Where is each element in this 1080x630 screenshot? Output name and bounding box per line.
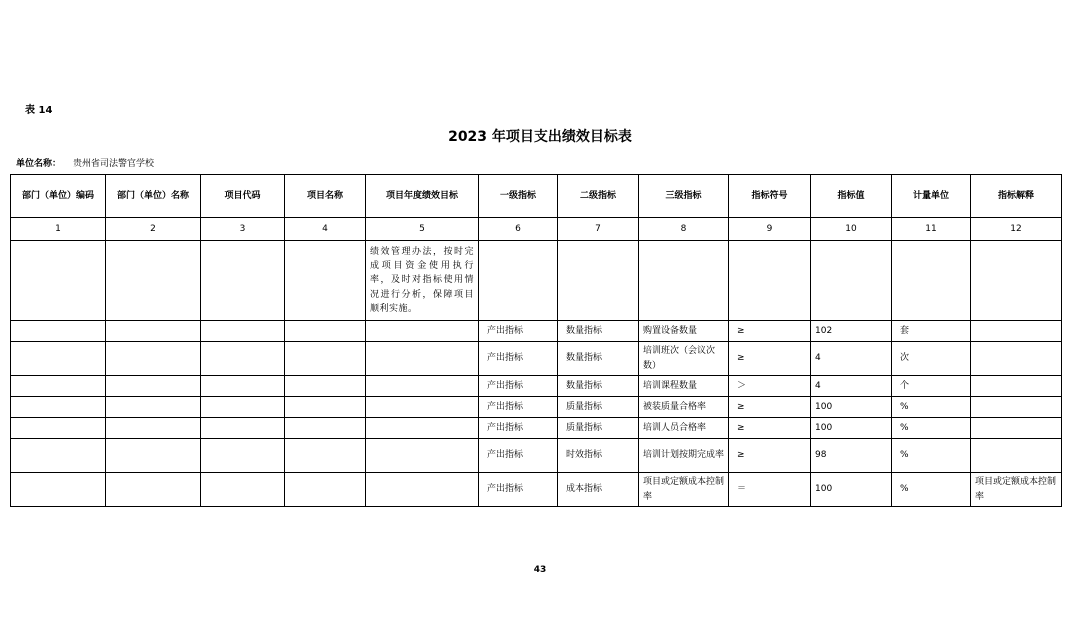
col-number: 2: [106, 218, 201, 241]
table-row: [11, 418, 1062, 439]
header-project-code: 项目代码: [201, 175, 285, 218]
unit-line: [16, 156, 154, 169]
header-level3: 三级指标: [639, 175, 729, 218]
header-level1: 一级指标: [479, 175, 558, 218]
col-number: 10: [811, 218, 892, 241]
col-number: 3: [201, 218, 285, 241]
col-number: 12: [971, 218, 1062, 241]
level1-cell: 产出指标: [479, 439, 558, 473]
header-annual-goal: 项目年度绩效目标: [366, 175, 479, 218]
value-cell: 102: [811, 321, 892, 342]
level2-cell: 质量指标: [558, 397, 639, 418]
table-row: [11, 376, 1062, 397]
level1-cell: 产出指标: [479, 342, 558, 376]
value-cell: 100: [811, 397, 892, 418]
symbol-cell: ≥: [729, 342, 811, 376]
level1-cell: 产出指标: [479, 321, 558, 342]
explain-cell: [971, 397, 1062, 418]
table-row: [11, 342, 1062, 376]
level3-cell: 被装质量合格率: [639, 397, 729, 418]
explain-cell: [971, 342, 1062, 376]
explain-cell: [971, 439, 1062, 473]
level2-cell: 数量指标: [558, 321, 639, 342]
level1-cell: 产出指标: [479, 397, 558, 418]
unit-cell: 个: [892, 376, 971, 397]
level3-cell: 培训人员合格率: [639, 418, 729, 439]
level2-cell: 时效指标: [558, 439, 639, 473]
level1-cell: 产出指标: [479, 473, 558, 507]
unit-cell: 套: [892, 321, 971, 342]
symbol-cell: ＝: [729, 473, 811, 507]
col-number: 7: [558, 218, 639, 241]
value-cell: 100: [811, 473, 892, 507]
header-row: [11, 175, 1062, 218]
unit-cell: %: [892, 397, 971, 418]
value-cell: 4: [811, 376, 892, 397]
annual-goal-row: [11, 241, 1062, 321]
explain-cell: 项目或定额成本控制率: [971, 473, 1062, 507]
table-row: [11, 473, 1062, 507]
header-level2: 二级指标: [558, 175, 639, 218]
annual-goal-text: 绩效管理办法，按时完成项目资金使用执行率，及时对指标使用情况进行分析，保障项目顺利实施。: [366, 241, 479, 321]
table-label: 表 14: [25, 105, 53, 116]
header-dept-code: 部门（单位）编码: [11, 175, 106, 218]
level3-cell: 培训计划按期完成率: [639, 439, 729, 473]
level2-cell: 数量指标: [558, 376, 639, 397]
header-value: 指标值: [811, 175, 892, 218]
value-cell: 100: [811, 418, 892, 439]
col-number: 6: [479, 218, 558, 241]
column-number-row: [11, 218, 1062, 241]
unit-cell: %: [892, 418, 971, 439]
level3-cell: 培训班次（会议次数）: [639, 342, 729, 376]
level3-cell: 购置设备数量: [639, 321, 729, 342]
explain-cell: [971, 321, 1062, 342]
symbol-cell: ≥: [729, 439, 811, 473]
performance-target-table: [10, 174, 1062, 507]
unit-cell: 次: [892, 342, 971, 376]
level2-cell: 成本指标: [558, 473, 639, 507]
level2-cell: 数量指标: [558, 342, 639, 376]
page-number: 43: [533, 565, 547, 575]
unit-cell: %: [892, 439, 971, 473]
header-project-name: 项目名称: [285, 175, 366, 218]
col-number: 4: [285, 218, 366, 241]
level3-cell: 项目或定额成本控制率: [639, 473, 729, 507]
symbol-cell: ≥: [729, 418, 811, 439]
page-title: 2023 年项目支出绩效目标表: [448, 129, 632, 145]
header-dept-name: 部门（单位）名称: [106, 175, 201, 218]
symbol-cell: ≥: [729, 321, 811, 342]
table-row: [11, 439, 1062, 473]
col-number: 11: [892, 218, 971, 241]
level2-cell: 质量指标: [558, 418, 639, 439]
symbol-cell: ＞: [729, 376, 811, 397]
col-number: 8: [639, 218, 729, 241]
value-cell: 4: [811, 342, 892, 376]
level1-cell: 产出指标: [479, 376, 558, 397]
value-cell: 98: [811, 439, 892, 473]
col-number: 5: [366, 218, 479, 241]
unit-value: 贵州省司法警官学校: [73, 159, 155, 169]
col-number: 1: [11, 218, 106, 241]
header-symbol: 指标符号: [729, 175, 811, 218]
col-number: 9: [729, 218, 811, 241]
header-unit: 计量单位: [892, 175, 971, 218]
unit-label: 单位名称：: [16, 159, 62, 169]
header-explain: 指标解释: [971, 175, 1062, 218]
level1-cell: 产出指标: [479, 418, 558, 439]
unit-cell: %: [892, 473, 971, 507]
table-row: [11, 321, 1062, 342]
level3-cell: 培训课程数量: [639, 376, 729, 397]
table-row: [11, 397, 1062, 418]
explain-cell: [971, 418, 1062, 439]
explain-cell: [971, 376, 1062, 397]
symbol-cell: ≥: [729, 397, 811, 418]
